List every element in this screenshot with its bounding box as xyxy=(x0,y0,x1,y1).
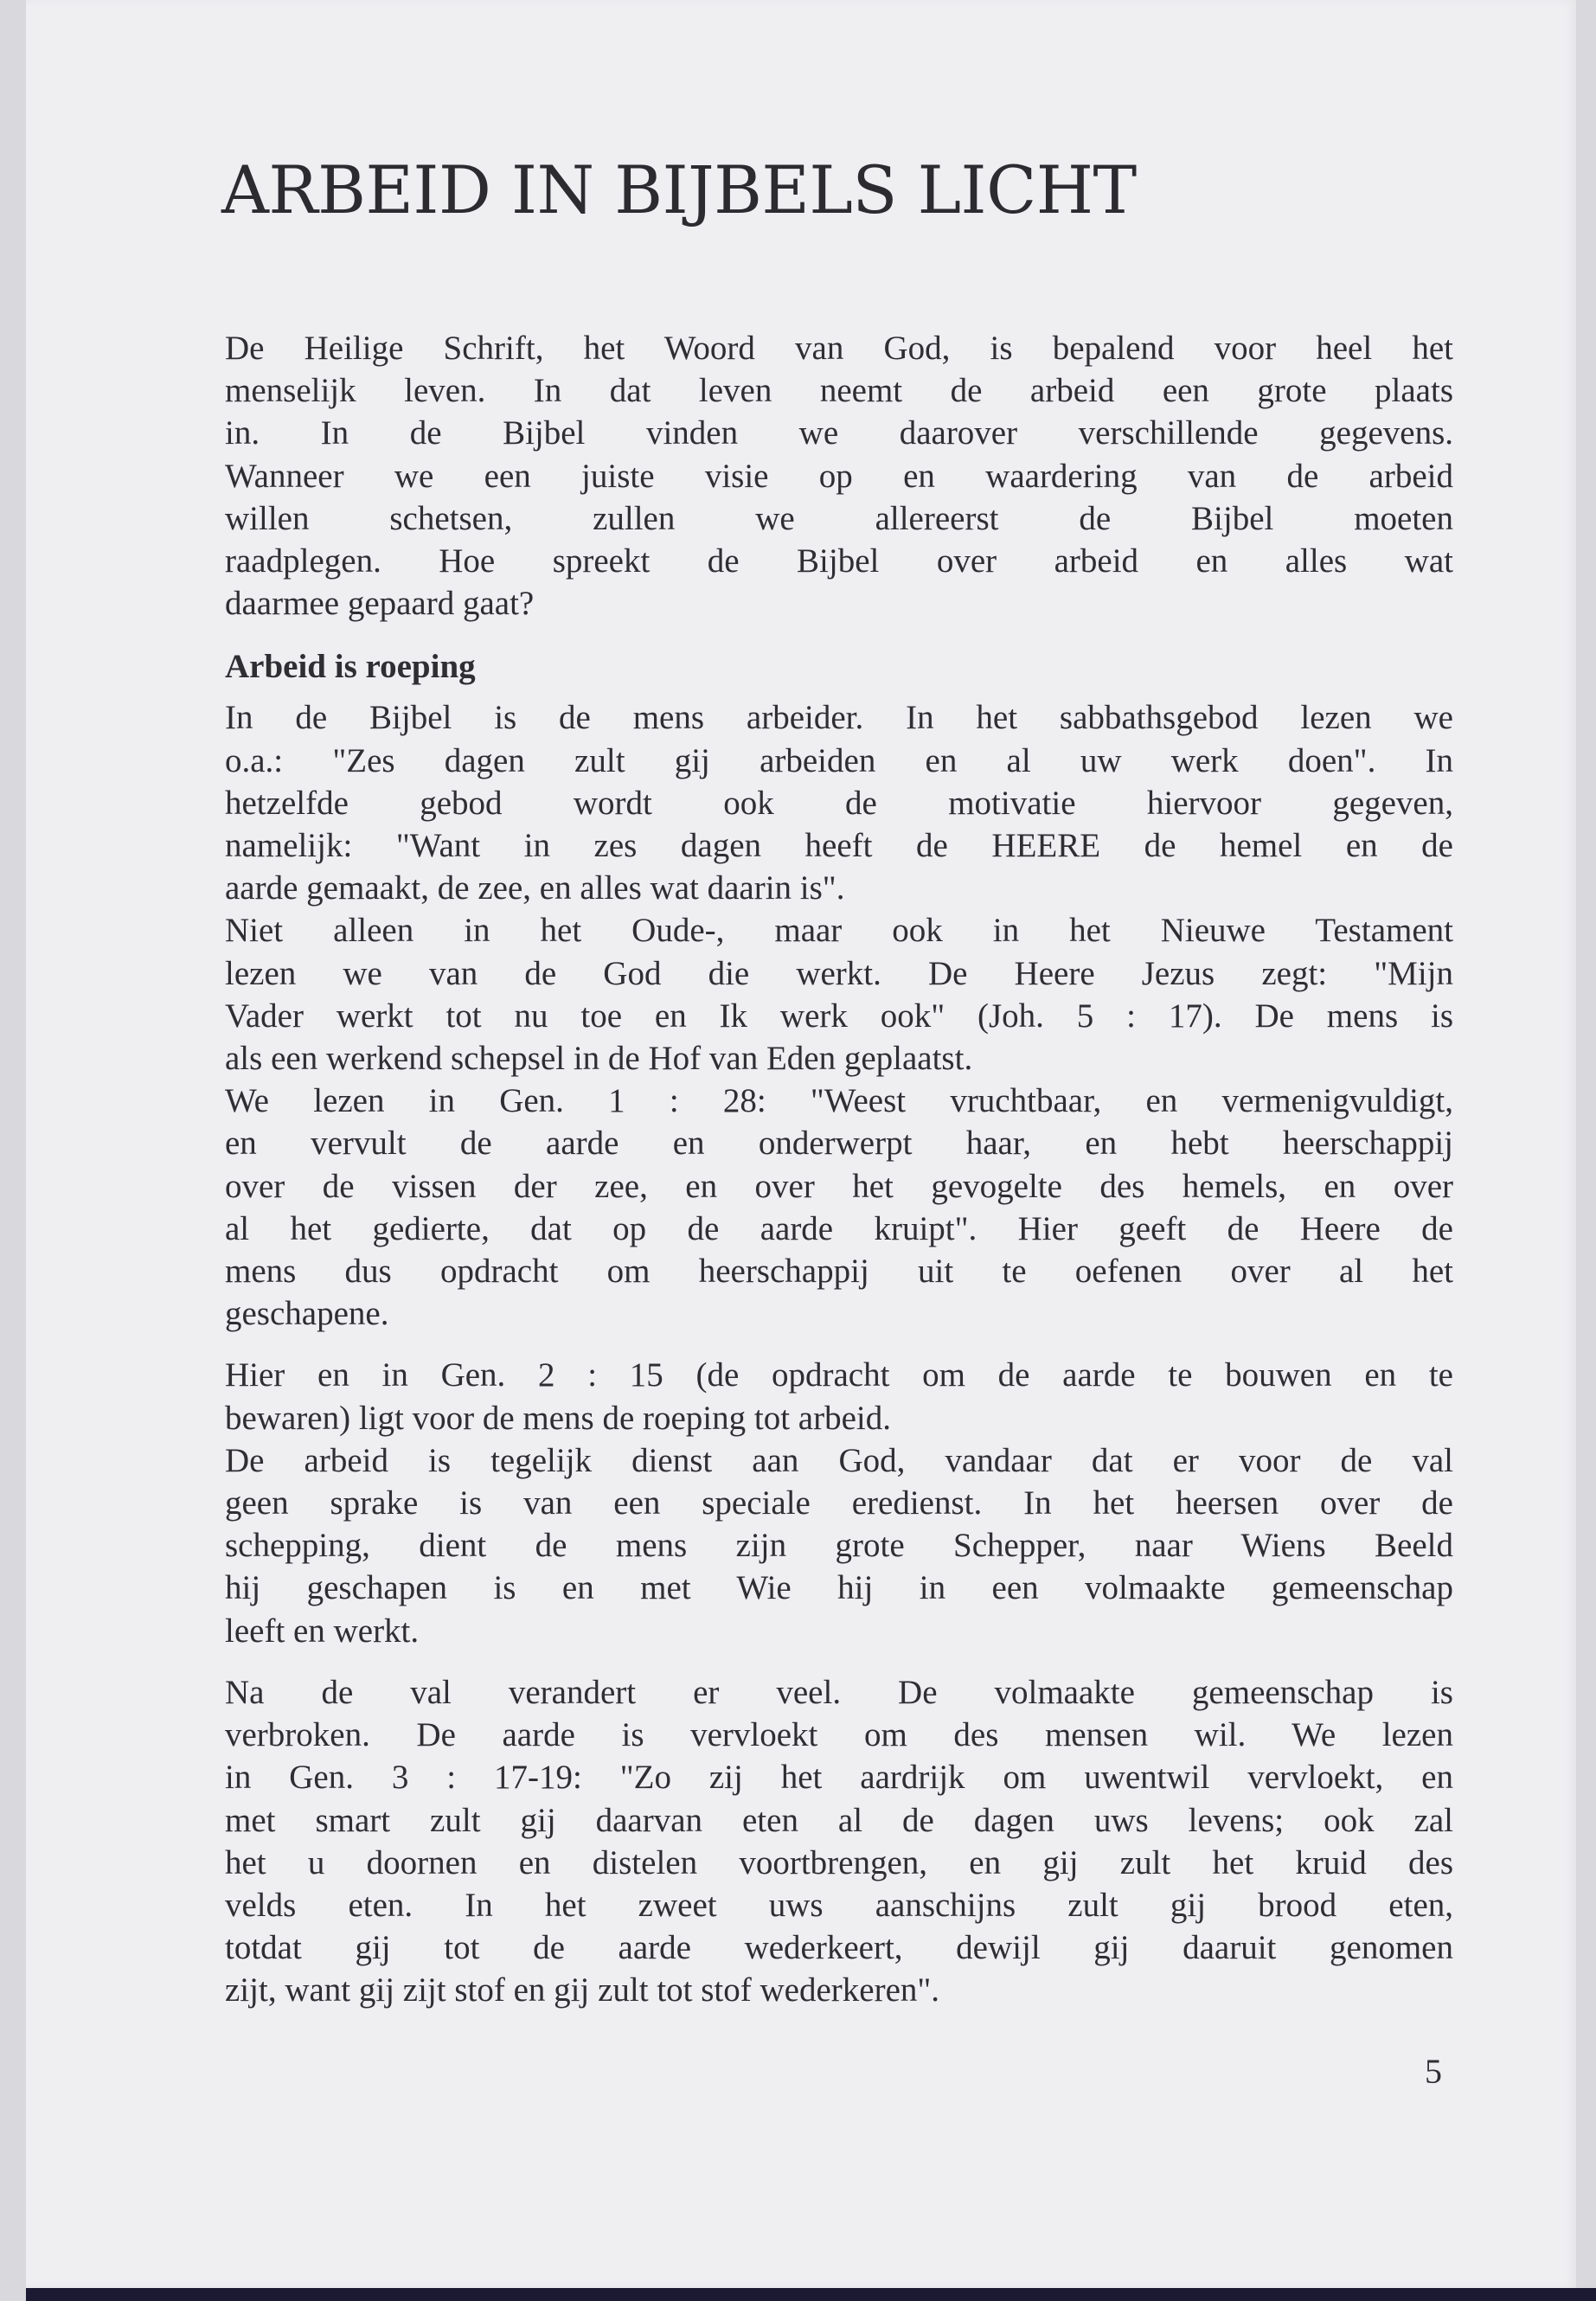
intro-paragraph xyxy=(225,327,1453,625)
paragraph xyxy=(225,1080,1453,1335)
text-line: geschapene. xyxy=(225,1295,389,1333)
text-line: in. In de Bijbel vinden we daarover verschillende gegevens. xyxy=(225,414,1453,452)
text-line: het u doornen en distelen voortbrengen, en gij zult het kruid des xyxy=(225,1843,1453,1881)
body-text xyxy=(225,327,1453,2012)
text-line: Na de val verandert er veel. De volmaakte gemeenschap is xyxy=(225,1673,1453,1711)
text-line: bewaren) ligt voor de mens de roeping tot arbeid. xyxy=(225,1399,892,1437)
text-line: geen sprake is van een speciale eredienst. In het heersen over de xyxy=(225,1484,1453,1522)
page-number: 5 xyxy=(1425,2052,1442,2091)
text-line: en vervult de aarde en onderwerpt haar, en hebt heerschappij xyxy=(225,1125,1453,1163)
text-line: We lezen in Gen. 1 : 28: "Weest vruchtbaar, en vermenigvuldigt, xyxy=(225,1082,1453,1120)
text-line: Hier en in Gen. 2 : 15 (de opdracht om de aarde te bouwen en te xyxy=(225,1356,1453,1394)
text-line: al het gedierte, dat op de aarde kruipt". Hier geeft de Heere de xyxy=(225,1209,1453,1247)
text-line: Niet alleen in het Oude-, maar ook in het Nieuwe Testament xyxy=(225,912,1453,950)
text-line: aarde gemaakt, de zee, en alles wat daarin is". xyxy=(225,869,845,907)
text-line: In de Bijbel is de mens arbeider. In het sabbathsgebod lezen we xyxy=(225,699,1453,737)
text-line: velds eten. In het zweet uws aanschijns zult gij brood eten, xyxy=(225,1886,1453,1924)
text-line: in Gen. 3 : 17-19: "Zo zij het aardrijk om uwentwil vervloekt, en xyxy=(225,1759,1453,1797)
page-title: ARBEID IN BIJBELS LICHT xyxy=(221,151,1137,228)
paragraph xyxy=(225,1354,1453,1439)
text-line: Wanneer we een juiste visie op en waardering van de arbeid xyxy=(225,457,1453,495)
text-line: totdat gij tot de aarde wederkeert, dewijl gij daaruit genomen xyxy=(225,1929,1453,1967)
paragraph xyxy=(225,909,1453,1080)
text-line: verbroken. De aarde is vervloekt om des mensen wil. We lezen xyxy=(225,1716,1453,1754)
text-line: daarmee gepaard gaat? xyxy=(225,585,535,623)
text-line: schepping, dient de mens zijn grote Schepper, naar Wiens Beeld xyxy=(225,1527,1453,1565)
text-line: lezen we van de God die werkt. De Heere Jezus zegt: "Mijn xyxy=(225,954,1453,992)
text-line: hij geschapen is en met Wie hij in een volmaakte gemeenschap xyxy=(225,1569,1453,1607)
scan-edge-strip xyxy=(26,2288,1596,2301)
text-line: met smart zult gij daarvan eten al de dagen uws levens; ook zal xyxy=(225,1801,1453,1839)
paragraph xyxy=(225,1439,1453,1652)
text-line: menselijk leven. In dat leven neemt de arbeid een grote plaats xyxy=(225,372,1453,410)
text-line: raadplegen. Hoe spreekt de Bijbel over arbeid en alles wat xyxy=(225,542,1453,580)
document-page xyxy=(26,0,1576,2288)
section-heading: Arbeid is roeping xyxy=(225,648,476,686)
text-line: leeft en werkt. xyxy=(225,1612,420,1650)
text-line: Vader werkt tot nu toe en Ik werk ook" (Joh. 5 : 17). De mens is xyxy=(225,997,1453,1035)
text-line: o.a.: "Zes dagen zult gij arbeiden en al uw werk doen". In xyxy=(225,741,1453,779)
text-line: mens dus opdracht om heerschappij uit te oefenen over al het xyxy=(225,1253,1453,1291)
paragraph xyxy=(225,1671,1453,2012)
paragraph xyxy=(225,696,1453,909)
text-line: De arbeid is tegelijk dienst aan God, vandaar dat er voor de val xyxy=(225,1441,1453,1479)
text-line: over de vissen der zee, en over het gevogelte des hemels, en over xyxy=(225,1167,1453,1205)
text-line: De Heilige Schrift, het Woord van God, is bepalend voor heel het xyxy=(225,330,1453,367)
text-line: zijt, want gij zijt stof en gij zult tot stof wederkeren". xyxy=(225,1971,940,2009)
text-line: willen schetsen, zullen we allereerst de Bijbel moeten xyxy=(225,499,1453,537)
text-line: namelijk: "Want in zes dagen heeft de HEERE de hemel en de xyxy=(225,827,1453,865)
text-line: als een werkend schepsel in de Hof van Eden geplaatst. xyxy=(225,1040,973,1078)
text-line: hetzelfde gebod wordt ook de motivatie hiervoor gegeven, xyxy=(225,784,1453,822)
